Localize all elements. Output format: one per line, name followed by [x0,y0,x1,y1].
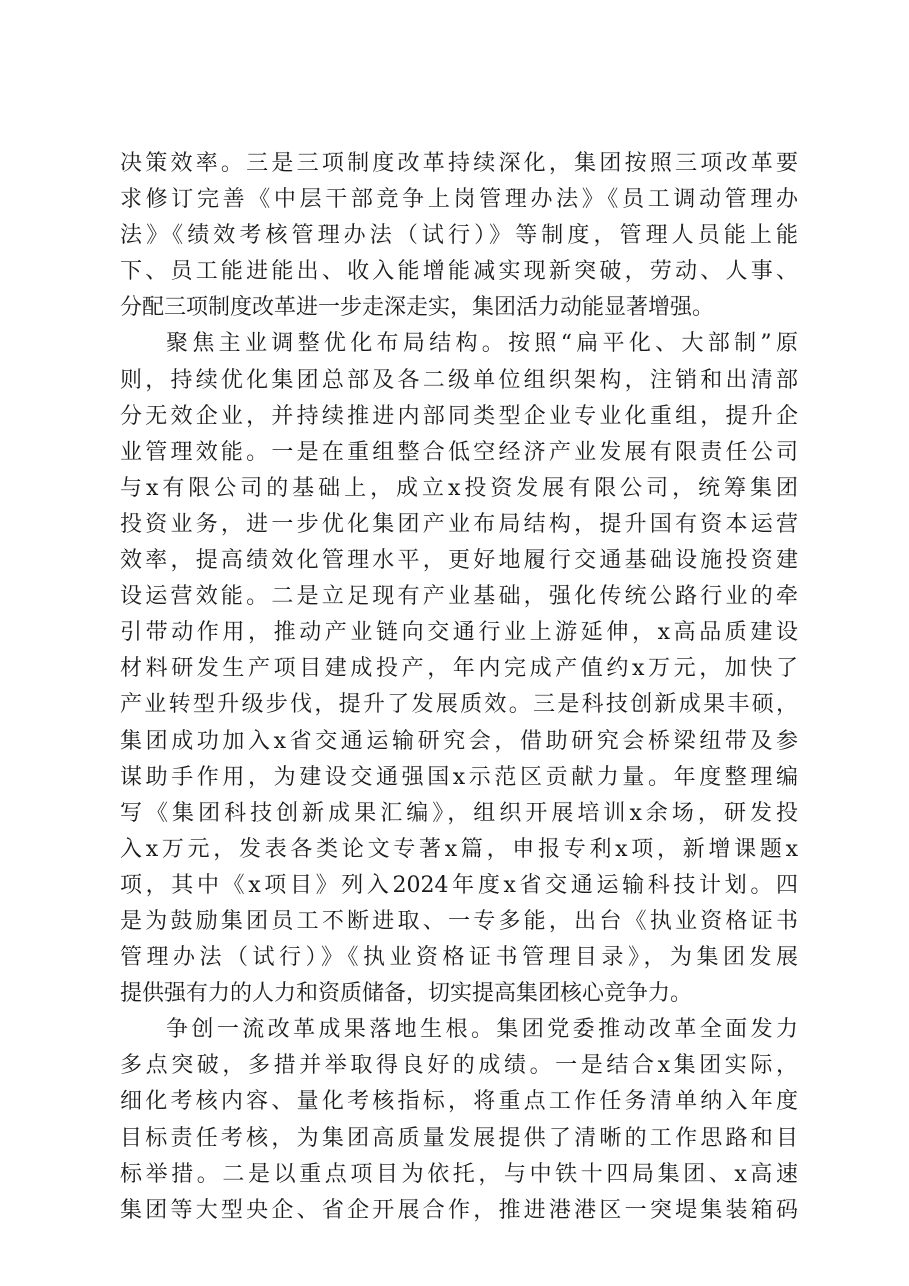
paragraph-heading-line: 聚焦主业调整优化布局结构。按照“扁平化、大部制”原 [166,331,798,357]
text-line: 业管理效能。一是在重组整合低空经济产业发展有限责任公司 [120,439,798,465]
text-line: 细化考核内容、量化考核指标，将重点工作任务清单纳入年度 [120,1089,798,1115]
text-line: 材料研发生产项目建成投产，年内完成产值约x万元，加快了 [120,656,798,682]
text-line: 多点突破，多措并举取得良好的成绩。一是结合x集团实际， [120,1053,798,1079]
text-line: 决策效率。三是三项制度改革持续深化，集团按照三项改革要 [120,151,798,176]
text-line: 是为鼓励集团员工不断进取、一专多能，出台《执业资格证书 [120,908,798,934]
text-line: 写《集团科技创新成果汇编》，组织开展培训x余场，研发投 [120,800,798,826]
text-line: 投资业务，进一步优化集团产业布局结构，提升国有资本运营 [120,511,798,537]
text-line: 求修订完善《中层干部竞争上岗管理办法》《员工调动管理办 [120,187,798,213]
text-line: 提供强有力的人力和资质储备，切实提高集团核心竞争力。 [120,981,693,1007]
text-line: 产业转型升级步伐，提升了发展质效。三是科技创新成果丰硕， [120,692,798,718]
text-line: 分配三项制度改革进一步走深走实，集团活力动能显著增强。 [120,295,715,321]
paragraph-heading-line: 争创一流改革成果落地生根。集团党委推动改革全面发力 [166,1017,798,1043]
text-line: 效率，提高绩效化管理水平，更好地履行交通基础设施投资建 [120,548,798,574]
text-line: 入x万元，发表各类论文专著x篇，申报专利x项，新增课题x [120,836,798,862]
text-line: 与x有限公司的基础上，成立x投资发展有限公司，统筹集团 [120,475,798,501]
text-line: 目标责任考核，为集团高质量发展提供了清晰的工作思路和目 [120,1125,798,1151]
text-line: 法》《绩效考核管理办法（试行）》等制度，管理人员能上能 [120,223,798,249]
text-line: 集团等大型央企、省企开展合作，推进港港区一突堤集装箱码 [120,1197,798,1223]
text-line: 设运营效能。二是立足现有产业基础，强化传统公路行业的牵 [120,584,798,610]
text-line: 谋助手作用，为建设交通强国x示范区贡献力量。年度整理编 [120,764,798,790]
text-line: 下、员工能进能出、收入能增能减实现新突破，劳动、人事、 [120,259,798,285]
text-line: 管理办法（试行）》《执业资格证书管理目录》，为集团发展 [120,945,798,971]
text-line: 项，其中《x项目》列入2024年度x省交通运输科技计划。四 [120,872,798,898]
text-line: 则，持续优化集团总部及各二级单位组织架构，注销和出清部 [120,367,798,393]
text-line: 标举措。二是以重点项目为依托，与中铁十四局集团、x高速 [120,1161,798,1187]
text-line: 分无效企业，并持续推进内部同类型企业专业化重组，提升企 [120,403,798,429]
text-line: 集团成功加入x省交通运输研究会，借助研究会桥梁纽带及参 [120,728,798,754]
text-line: 引带动作用，推动产业链向交通行业上游延伸，x高品质建设 [120,620,798,646]
document-body [120,146,798,1229]
